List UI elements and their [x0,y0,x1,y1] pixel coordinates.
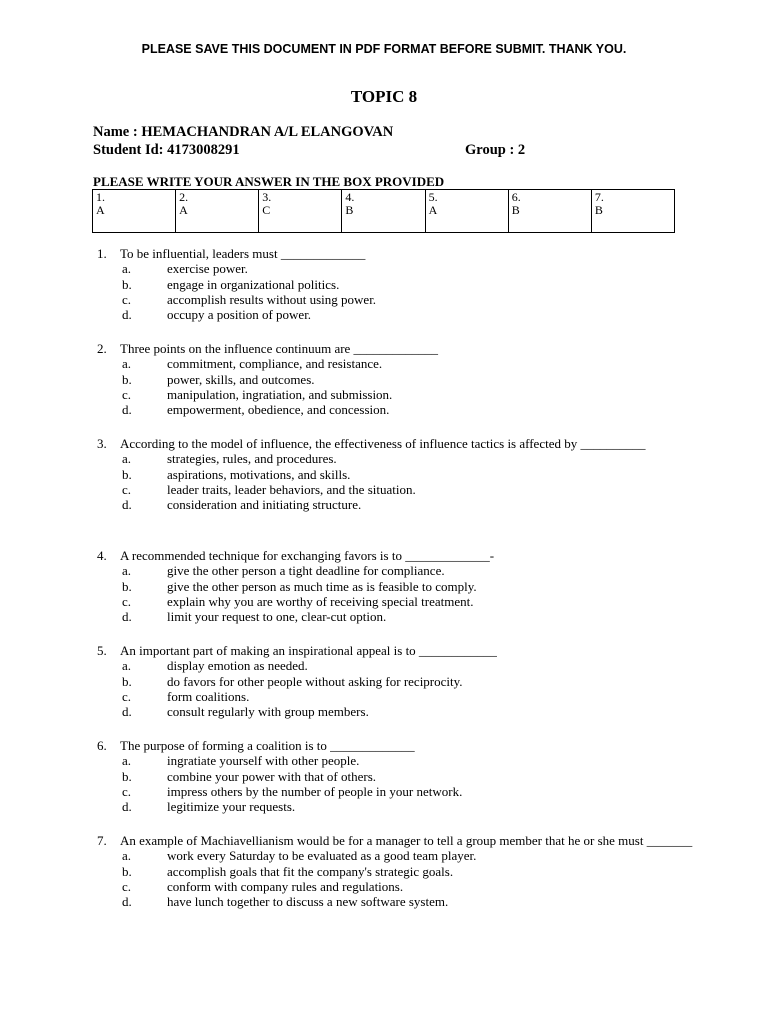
option-letter: b. [122,863,132,879]
option-text: legitimize your requests. [167,799,296,815]
option-text: accomplish results without using power. [167,291,377,307]
question-text: Three points on the influence continuum are _____________ [120,341,439,356]
option-text: do favors for other people without asking for reciprocity. [167,673,463,689]
option-text: combine your power with that of others. [167,768,377,784]
question-text: According to the model of influence, the effectiveness of influence tactics is affected by __________ [120,436,646,451]
option-text: engage in organizational politics. [167,276,340,292]
option-d [97,894,697,909]
option-a [97,563,697,578]
question-stem [97,341,697,356]
question-number: 7. [97,833,107,848]
question-7 [97,833,697,909]
option-text: consult regularly with group members. [167,704,369,720]
option-a [97,848,697,863]
answer-number: 6. [511,190,521,204]
answer-value: A [179,203,188,217]
answer-cell-3[interactable] [259,190,342,233]
option-text: occupy a position of power. [167,307,312,323]
option-text: manipulation, ingratiation, and submission. [167,386,393,402]
option-letter: c. [122,688,132,704]
question-text: An important part of making an inspirational appeal is to ____________ [120,643,497,658]
option-text: accomplish goals that fit the company's strategic goals. [167,863,454,879]
question-stem [97,738,697,753]
option-d [97,402,697,417]
answer-cell-6[interactable] [508,190,591,233]
option-b [97,579,697,594]
option-letter: c. [122,878,132,894]
option-text: strategies, rules, and procedures. [167,451,337,467]
option-letter: c. [122,291,132,307]
option-text: limit your request to one, clear-cut option. [167,609,387,625]
option-a [97,753,697,768]
question-number: 6. [97,738,107,753]
option-d [97,799,697,814]
student-id: Student Id: 4173008291 [93,142,240,158]
question-stem [97,246,697,261]
page-title: TOPIC 8 [350,87,418,106]
option-letter: a. [122,563,132,579]
option-text: impress others by the number of people in your network. [167,783,463,799]
option-d [97,704,697,719]
option-letter: b. [122,371,132,387]
question-2 [97,341,697,417]
answer-cell-7[interactable] [591,190,674,233]
answer-cell-1[interactable] [93,190,176,233]
question-4 [97,548,697,624]
option-b [97,864,697,879]
option-c [97,594,697,609]
question-text: To be influential, leaders must _____________ [120,246,366,261]
group-number: Group : 2 [465,142,526,158]
option-letter: b. [122,466,132,482]
question-text: An example of Machiavellianism would be for a manager to tell a group member that he or she must _______ [120,833,693,848]
option-letter: c. [122,386,132,402]
option-b [97,674,697,689]
option-c [97,482,697,497]
answer-value: A [428,203,438,217]
question-stem [97,643,697,658]
option-letter: c. [122,593,132,609]
option-letter: c. [122,783,132,799]
option-text: empowerment, obedience, and concession. [167,402,390,418]
option-a [97,451,697,466]
option-text: work every Saturday to be evaluated as a good team player. [167,848,477,864]
question-number: 1. [97,246,107,261]
question-6 [97,738,697,814]
option-a [97,658,697,673]
option-letter: a. [122,261,132,277]
question-number: 2. [97,341,107,356]
option-text: commitment, compliance, and resistance. [167,356,383,372]
option-text: explain why you are worthy of receiving special treatment. [167,593,474,609]
option-letter: d. [122,497,132,513]
question-stem [97,833,697,848]
submission-notice: PLEASE SAVE THIS DOCUMENT IN PDF FORMAT BEFORE SUBMIT. THANK YOU. [141,42,627,56]
option-letter: d. [122,799,132,815]
option-text: aspirations, motivations, and skills. [167,466,351,482]
option-a [97,261,697,276]
option-text: form coalitions. [167,688,250,704]
question-3 [97,436,697,512]
answer-cell-4[interactable] [342,190,425,233]
option-letter: d. [122,402,132,418]
question-text: A recommended technique for exchanging favors is to _____________- [120,548,495,563]
option-b [97,769,697,784]
question-1 [97,246,697,322]
option-letter: a. [122,658,132,674]
answer-value: B [345,203,354,217]
answer-number: 7. [594,190,604,204]
option-letter: a. [122,753,132,769]
option-letter: a. [122,848,132,864]
option-b [97,277,697,292]
option-letter: d. [122,609,132,625]
answer-value: C [262,203,271,217]
option-d [97,609,697,624]
option-c [97,879,697,894]
option-text: leader traits, leader behaviors, and the situation. [167,481,416,497]
answer-number: 3. [262,190,272,204]
answer-number: 4. [345,190,355,204]
answer-cell-2[interactable] [176,190,259,233]
option-c [97,292,697,307]
option-text: have lunch together to discuss a new software system. [167,894,449,910]
question-stem [97,548,697,563]
question-number: 5. [97,643,107,658]
question-5 [97,643,697,719]
option-text: conform with company rules and regulations. [167,878,404,894]
option-text: give the other person a tight deadline for compliance. [167,563,445,579]
option-text: display emotion as needed. [167,658,308,674]
answer-instruction: PLEASE WRITE YOUR ANSWER IN THE BOX PROVIDED [93,174,445,189]
option-letter: b. [122,578,132,594]
option-letter: b. [122,768,132,784]
student-name: Name : HEMACHANDRAN A/L ELANGOVAN [93,124,394,140]
option-b [97,372,697,387]
answer-cell-5[interactable] [425,190,508,233]
answer-number: 5. [428,190,438,204]
answer-number: 2. [179,190,189,204]
option-text: give the other person as much time as is feasible to comply. [167,578,477,594]
answer-row [93,190,675,233]
option-a [97,356,697,371]
answer-table [92,189,675,233]
option-letter: d. [122,894,132,910]
option-c [97,784,697,799]
option-letter: a. [122,356,132,372]
option-letter: b. [122,276,132,292]
question-number: 3. [97,436,107,451]
answer-number: 1. [96,190,105,204]
option-letter: d. [122,704,132,720]
option-text: exercise power. [167,261,248,277]
option-text: power, skills, and outcomes. [167,371,315,387]
answer-value: A [96,203,105,217]
answer-value: B [594,203,603,217]
option-d [97,497,697,512]
option-c [97,387,697,402]
question-text: The purpose of forming a coalition is to _____________ [120,738,415,753]
option-c [97,689,697,704]
option-text: consideration and initiating structure. [167,497,362,513]
question-number: 4. [97,548,107,563]
option-b [97,467,697,482]
option-d [97,307,697,322]
option-letter: c. [122,481,132,497]
option-letter: d. [122,307,132,323]
option-text: ingratiate yourself with other people. [167,753,360,769]
answer-value: B [511,203,520,217]
option-letter: a. [122,451,132,467]
option-letter: b. [122,673,132,689]
question-stem [97,436,697,451]
